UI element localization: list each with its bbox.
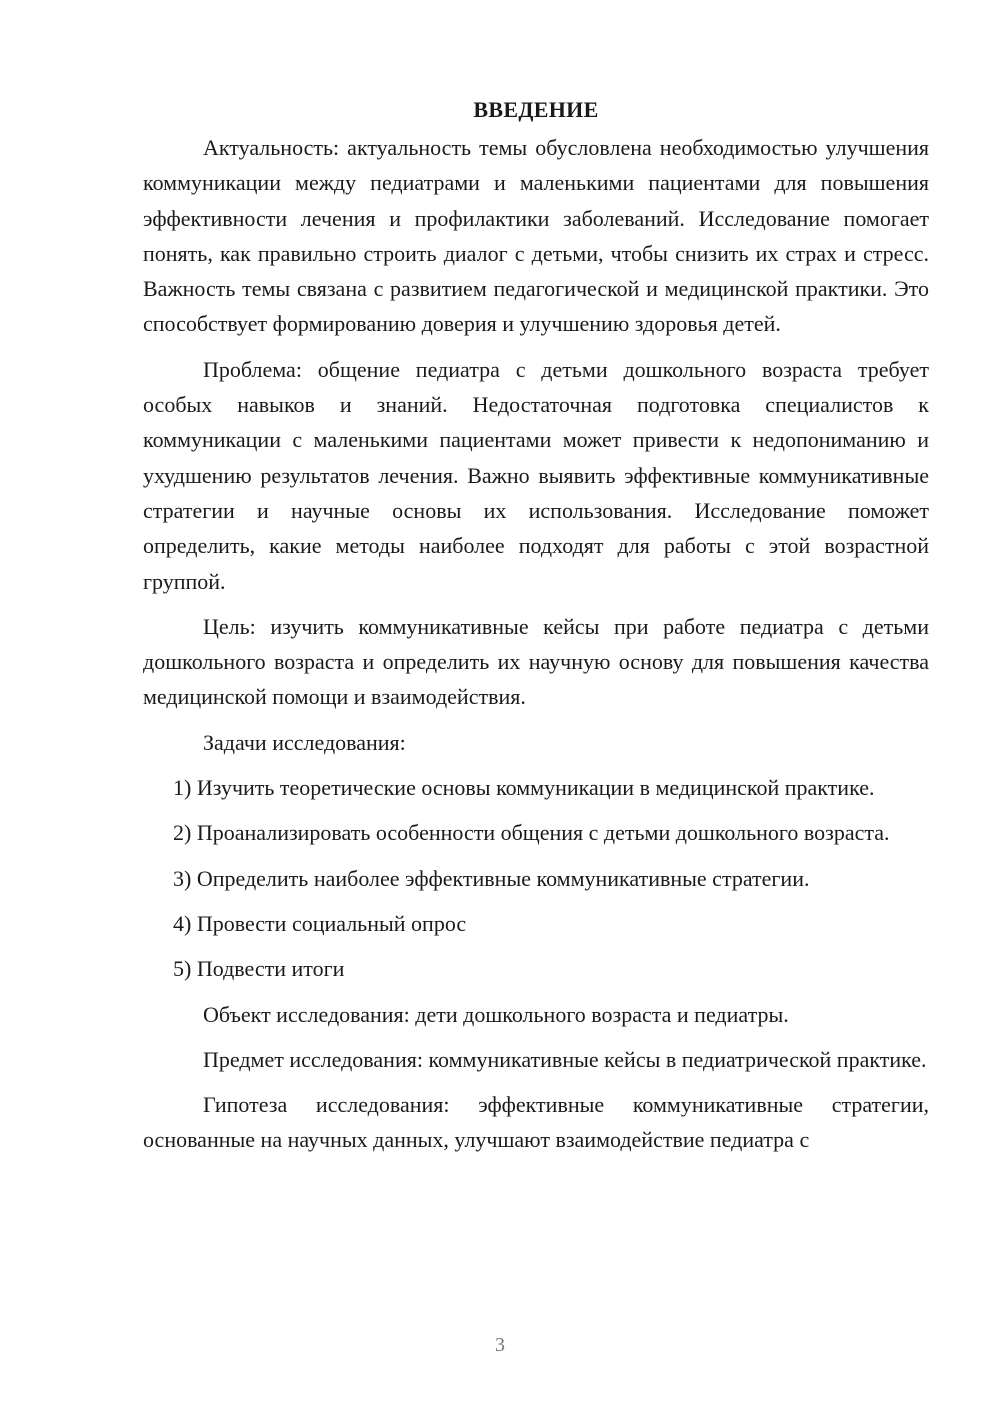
tasks-title: Задачи исследования: — [203, 729, 406, 755]
task-item-5: 5) Подвести итоги — [173, 956, 345, 982]
task-item-1: 1) Изучить теоретические основы коммуникации в медицинской практике. — [173, 775, 875, 801]
section-heading: ВВЕДЕНИЕ — [473, 97, 599, 122]
task-item-3: 3) Определить наиболее эффективные коммуникативные стратегии. — [173, 865, 810, 891]
paragraph-problem: Проблема: общение педиатра с детьми дошкольного возраста требует особых навыков и знаний. Недостаточная подготовка специалистов к коммуникации с маленькими пациентами может привести к недопониманию и ухудшению результатов лечения. Важно выявить эффективные коммуникативные стратегии и научные основы их использования. Исследование поможет определить, какие методы наиболее подходят для работы с этой возрастной группой. — [143, 356, 929, 594]
task-item-4: 4) Провести социальный опрос — [173, 910, 467, 936]
page-number: 3 — [495, 1334, 505, 1356]
paragraph-goal: Цель: изучить коммуникативные кейсы при работе педиатра с детьми дошкольного возраста и определить их научную основу для повышения качества медицинской помощи и взаимодействия. — [143, 613, 929, 710]
paragraph-object: Объект исследования: дети дошкольного возраста и педиатры. — [203, 1001, 789, 1027]
paragraph-hypothesis: Гипотеза исследования: эффективные коммуникативные стратегии, основанные на научных данных, улучшают взаимодействие педиатра с — [143, 1092, 929, 1153]
task-item-2: 2) Проанализировать особенности общения с детьми дошкольного возраста. — [173, 820, 890, 846]
paragraph-relevance: Актуальность: актуальность темы обусловлена необходимостью улучшения коммуникации между педиатрами и маленькими пациентами для повышения эффективности лечения и профилактики заболеваний. Исследование помогает понять, как правильно строить диалог с детьми, чтобы снизить их страх и стресс. Важность темы связана с развитием педагогической и медицинской практики. Это способствует формированию доверия и улучшению здоровья детей. — [143, 135, 929, 337]
paragraph-subject: Предмет исследования: коммуникативные кейсы в педиатрической практике. — [203, 1046, 927, 1072]
document-page — [143, 92, 929, 1168]
